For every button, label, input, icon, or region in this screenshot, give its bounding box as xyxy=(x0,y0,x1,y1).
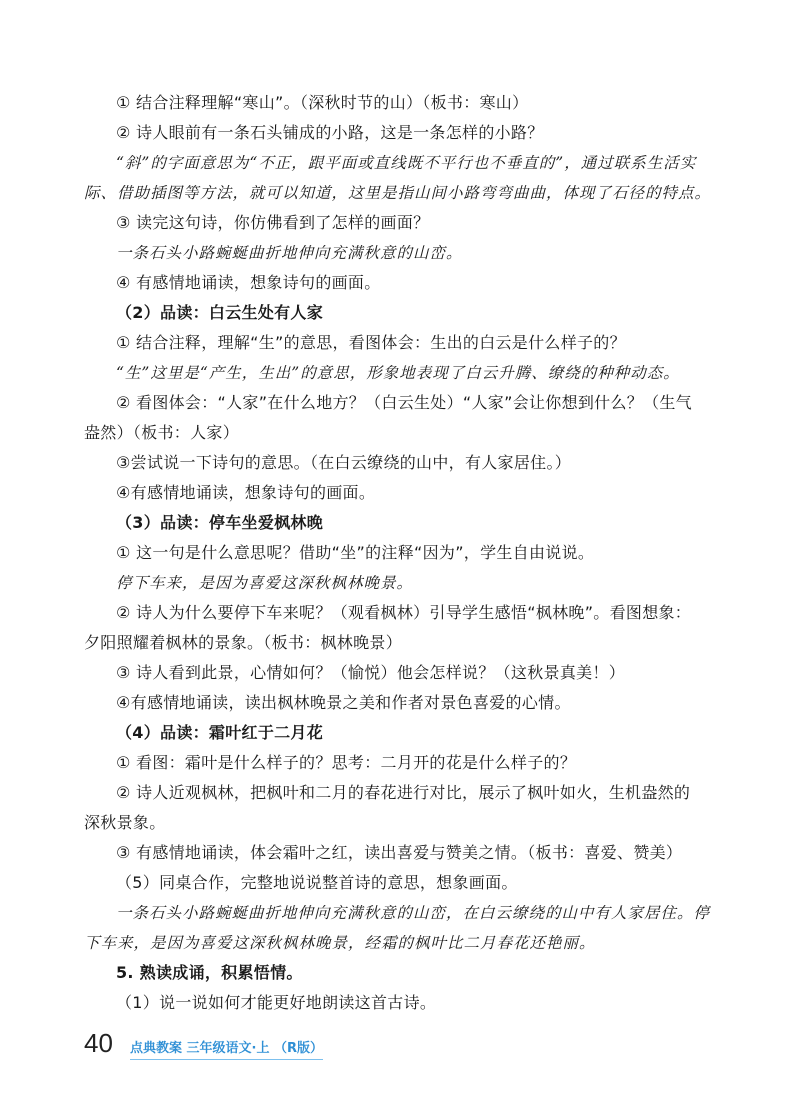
step-2-question: ② 诗人眼前有一条石头铺成的小路，这是一条怎样的小路？ xyxy=(116,123,544,142)
step-2-continuation: 夕阳照耀着枫林的景象。（板书：枫林晚景） xyxy=(84,633,403,652)
step-4-instruction: ④有感情地诵读，读出枫林晚景之美和作者对景色喜爱的心情。 xyxy=(116,693,571,712)
answer-text: “生”这里是“产生，生出”的意思，形象地表现了白云升腾、缭绕的种种动态。 xyxy=(116,364,680,382)
series-title: 点典教案 三年级语文·上 （R版） xyxy=(130,1037,323,1060)
step-2-question: ② 诗人为什么要停下车来呢？（观看枫林）引导学生感悟“枫林晚”。看图想象： xyxy=(116,603,692,622)
answer-text: 一条石头小路蜿蜒曲折地伸向充满秋意的山峦。 xyxy=(116,244,463,262)
answer-text: “斜”的字面意思为“不正，跟平面或直线既不平行也不垂直的”，通过联系生活实 xyxy=(116,154,697,172)
step-3-question: ③尝试说一下诗句的意思。（在白云缭绕的山中，有人家居住。） xyxy=(116,453,572,472)
step-3-instruction: ③ 有感情地诵读，体会霜叶之红，读出喜爱与赞美之情。（板书：喜爱、赞美） xyxy=(116,843,683,862)
step-1-question: ① 结合注释理解“寒山”。（深秋时节的山）（板书：寒山） xyxy=(116,93,529,112)
step-2-continuation: 盎然）（板书：人家） xyxy=(84,423,240,442)
answer-text: 际、借助插图等方法，就可以知道，这里是指山间小路弯弯曲曲，体现了石径的特点。 xyxy=(84,184,712,202)
answer-text: 停下车来，是因为喜爱这深秋枫林晚景。 xyxy=(116,574,414,592)
step-3-question: ③ 读完这句诗，你仿佛看到了怎样的画面？ xyxy=(116,213,430,232)
page-number: 40 xyxy=(84,1028,113,1058)
step-1-question: ① 这一句是什么意思呢？借助“坐”的注释“因为”，学生自由说说。 xyxy=(116,543,595,562)
step-3-question: ③ 诗人看到此景，心情如何？（愉悦）他会怎样说？（这秋景真美！） xyxy=(116,663,626,682)
step-2-question: ② 诗人近观枫林，把枫叶和二月的春花进行对比，展示了枫叶如火，生机盎然的 xyxy=(116,783,691,802)
section-heading: （5）同桌合作，完整地说说整首诗的意思，想象画面。 xyxy=(116,873,518,892)
step-2-question: ② 看图体会：“人家”在什么地方？（白云生处）“人家”会让你想到什么？（生气 xyxy=(116,393,692,412)
section-heading: （3）品读：停车坐爱枫林晚 xyxy=(116,513,324,532)
step-1-question: ① 看图：霜叶是什么样子的？思考：二月开的花是什么样子的？ xyxy=(116,753,577,772)
section-heading: 5. 熟读成诵，积累悟情。 xyxy=(116,963,303,982)
step-4-instruction: ④ 有感情地诵读，想象诗句的画面。 xyxy=(116,273,381,292)
page-content xyxy=(84,88,716,1018)
step-1-question: （1）说一说如何才能更好地朗读这首古诗。 xyxy=(116,993,437,1012)
answer-text: 一条石头小路蜿蜒曲折地伸向充满秋意的山峦，在白云缭绕的山中有人家居住。停 xyxy=(116,904,711,922)
answer-text: 下车来，是因为喜爱这深秋枫林晚景，经霜的枫叶比二月春花还艳丽。 xyxy=(84,934,596,952)
step-2-continuation: 深秋景象。 xyxy=(84,813,166,832)
section-heading: （4）品读：霜叶红于二月花 xyxy=(116,723,324,742)
step-1-question: ① 结合注释，理解“生”的意思，看图体会：生出的白云是什么样子的？ xyxy=(116,333,626,352)
step-4-instruction: ④有感情地诵读，想象诗句的画面。 xyxy=(116,483,376,502)
section-heading: （2）品读：白云生处有人家 xyxy=(116,303,324,322)
